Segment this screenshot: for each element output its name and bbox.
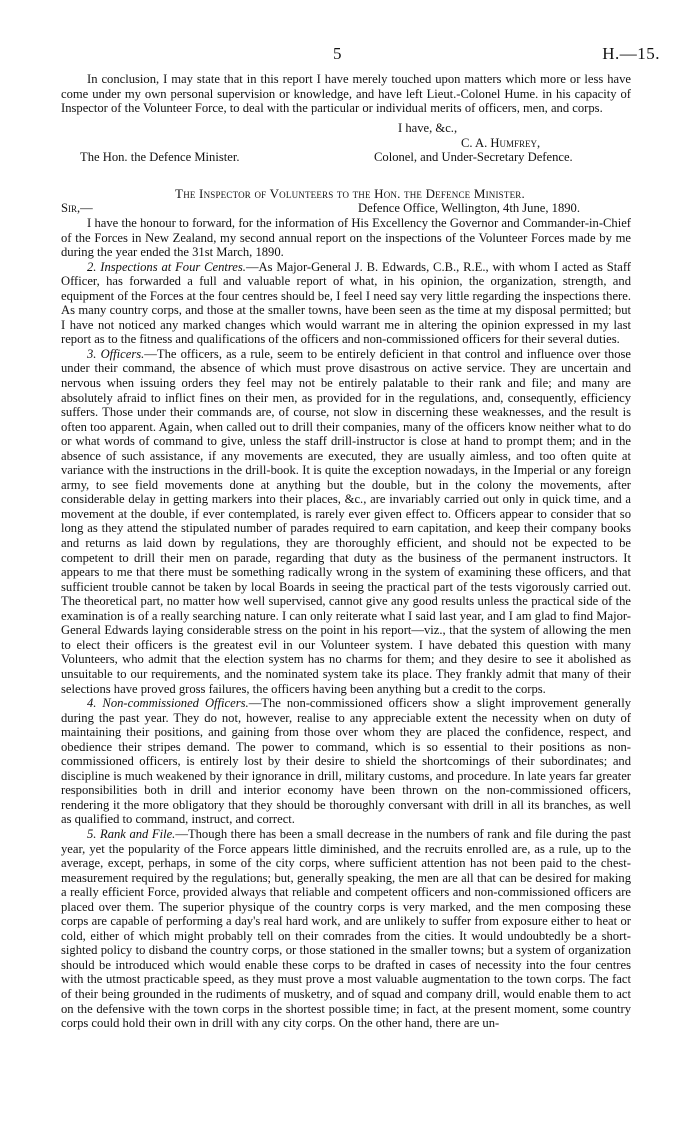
- report-paragraph: [61, 696, 631, 827]
- paragraph-text: —Though there has been a small decrease in the numbers of rank and file during the past year, yet the popularity of the Force appears little diminished, and the recruits enrolled are, as a rule, up to the average, except, perhaps, in some of the city corps, where sufficient attention has not been paid to the chest-measurement required by the regulations; but, generally speaking, the men are all that can be desired for making a really efficient Force, provided always that reliable and competent officers and non-commissioned officers are placed over them. The superior physique of the country corps is very marked, and the men composing these corps are capable of performing a day's real hard work, and are unlikely to suffer from exposure either to heat or cold, either of which might probably tell on their comrades from the cities. It would undoubtedly be a short-sighted policy to disband the country corps, or those stationed in the smaller towns; but a system of organization should be introduced which would enable these corps to be drafted in cases of necessity into the four centres with the utmost practicable speed, as they must prove a most valuable augmentation to the town corps. The fact of their being grounded in the rudiments of musketry, and of squad and company drill, would enable them to act on the defensive with the town corps in the shortest possible time; in fact, at the present moment, some country corps could hold their own in drill with any city corps. On the other hand, there are un-: [61, 826, 632, 1031]
- intro-paragraph: In conclusion, I may state that in this report I have merely touched upon matters which more or less have come under my own personal supervision or knowledge, and have left Lieut.-Colonel Hume. in his capacity of Inspector of the Volunteer Force, to deal with the particular or individual merits of officers, men, and corps.: [61, 72, 631, 116]
- report-title: The Inspector of Volunteers to the Hon. the Defence Minister.: [175, 186, 525, 201]
- paragraph-text: —As Major-General J. B. Edwards, C.B., R.E., with whom I acted as Staff Officer, has forwarded a full and valuable report of what, in his opinion, the organization, strength, and equipment of the Forces at the four centres should be, I feel I need say very little regarding the inspections there. As many country corps, and those at the smaller towns, have been seen as the time at my disposal permitted; but I have not noticed any marked changes which would warrant me in altering the opinion expressed in my last report as to the fitness and qualifications of the officers and non-commissioned officers for their several duties.: [61, 259, 631, 347]
- paragraph-heading: 3. Officers.: [87, 346, 145, 361]
- document-code: H.—15.: [602, 44, 660, 63]
- paragraph-heading: 4. Non-commissioned Officers.: [87, 696, 249, 711]
- paragraph-text: I have the honour to forward, for the information of His Excellency the Governor and Commander-in-Chief of the Forces in New Zealand, my second annual report on the inspections of the Volunteer Forces made by me during the year ended the 31st March, 1890.: [61, 216, 631, 260]
- closing-salutation: I have, &c.,: [398, 121, 458, 135]
- report-paragraph: [61, 260, 631, 347]
- closing-block: [61, 121, 631, 167]
- closing-signatory: C. A. Humfrey,: [461, 136, 541, 150]
- report-paragraph: [61, 216, 631, 260]
- paragraph-heading: 2. Inspections at Four Centres.: [87, 259, 246, 274]
- report-salutation: Sir,—: [61, 201, 93, 215]
- report-body: [61, 216, 631, 1031]
- closing-rank: Colonel, and Under-Secretary Defence.: [374, 150, 573, 164]
- paragraph-text: —The non-commissioned officers show a slight improvement generally during the past year. They do not, however, realise to any appreciable extent the necessity when on duty of maintaining their positions, and gaining from those over whom they are placed the confidence, respect, and obedience their stripes demand. The power to command, which is so essential to their positions as non-commissioned officers, is entirely lost by their desire to shield the shortcomings of their subordinates; and discipline is much weakened by their ignorance in drill, military customs, and procedure. In late years far greater responsibilities both in drill and interior economy have been thrown on the non-commissioned officers, rendering it the more obligatory that they should be thoroughly conversant with drill in all its branches, as well as qualified to command, instruct, and correct.: [61, 696, 631, 827]
- report-paragraph: [61, 347, 631, 696]
- report-dateline: Defence Office, Wellington, 4th June, 1890.: [358, 201, 581, 215]
- page-number: 5: [333, 44, 342, 63]
- report-paragraph: [61, 827, 631, 1031]
- paragraph-text: —The officers, as a rule, seem to be entirely deficient in that control and influence over those under their command, the absence of which must prove disastrous on active service. They are uncertain and nervous when issuing orders they feel may not be entirely palatable to their rank and file; and many are absolutely afraid to inflict fines on their men, as provided for in the regulations, and, consequently, efficiency suffers. Those under their commands are, of course, not slow in discerning these weaknesses, and the result is often too apparent. Again, when called out to drill their companies, many of the officers know neither what to do or what words of command to give, unless the staff drill-instructor is close at hand to prompt them; and in the absence of such assistance, if any movements are executed, they are usually aimless, and too often quite at variance with the instructions in the drill-book. It is quite the exception nowadays, in the Imperial or any foreign army, to see field movements done at anything but the double, but in the colony the movements, after considerable delay in getting markers into their places, &c., are invariably carried out only in quick time, and a movement at the double, if ever contemplated, is rarely ever given effect to. Officers appear to consider that so long as they attend the stipulated number of parades required to earn capitation, and keep their company books and returns as laid down by regulations, they are thoroughly efficient, and should not be expected to be competent to drill their men on parade, regarding that duty as the business of the permanent instructors. It appears to me that there must be something radically wrong in the system of examining these officers, and that sufficient trouble cannot be taken by local Boards in seeing the practical part of the tests vigorously carried out. The theoretical part, no matter how well supervised, cannot give any good results unless the practical side of the examination is of a really searching nature. I can only reiterate what I said last year, and I am glad to find Major-General Edwards laying considerable stress on the point in his report—viz., that the system of allowing the men to elect their officers is the greatest evil in our Volunteer system. I have debated this question with many Volunteers, who admit that the election system has no charms for them; and they desire to see it abolished as unsuitable to our requirements, and the nominated system take its place. They frankly admit that many of their selections have proved gross failures, the officers having been anything but a credit to the corps.: [61, 346, 631, 696]
- closing-addressee: The Hon. the Defence Minister.: [80, 150, 240, 164]
- paragraph-heading: 5. Rank and File.: [87, 826, 176, 841]
